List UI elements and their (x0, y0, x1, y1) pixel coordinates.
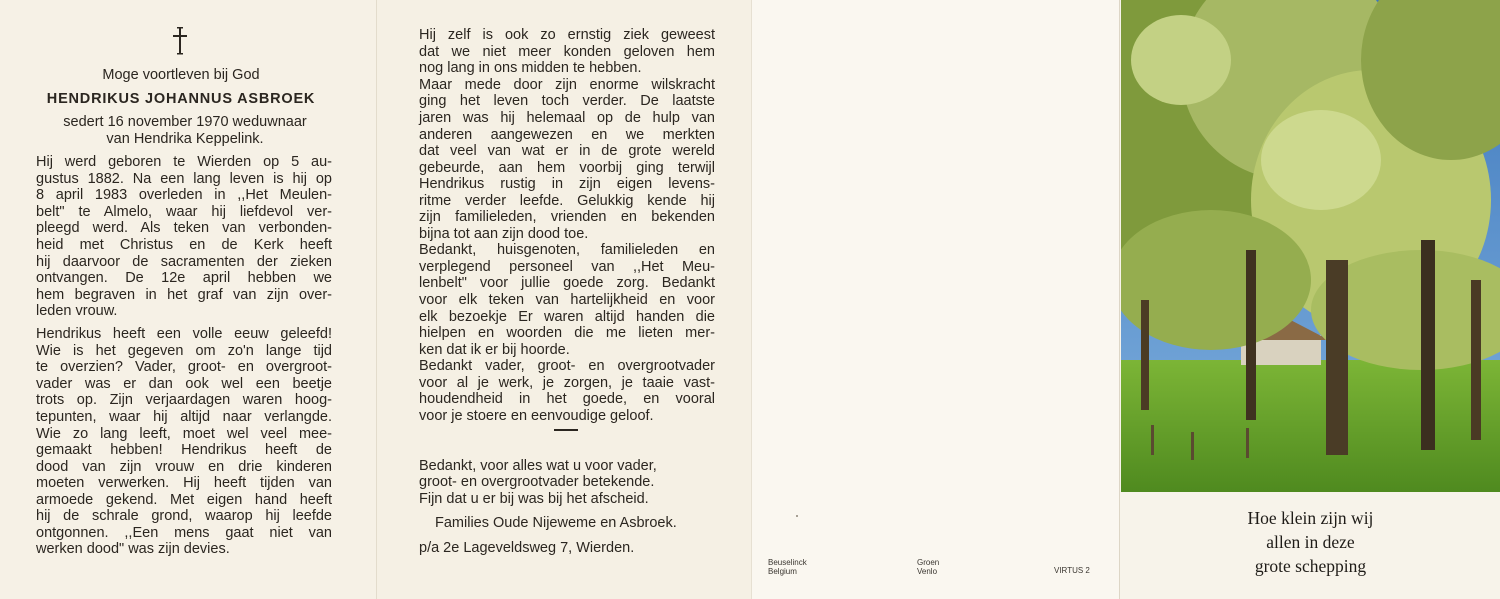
text-line: hij de schrale grond, waarop hij leefde (36, 508, 332, 524)
text-line: vader was er dan ook wel een beetje (36, 376, 332, 392)
caption-line-3: grote schepping (1254, 556, 1367, 576)
card-code: VIRTUS 2 (1054, 566, 1090, 575)
text-line: pleegd werd. Als teken van verbonden- (36, 220, 332, 236)
text-line: voor elk teken van hartelijkheid en voor (419, 292, 715, 308)
text-line: hij daarvoor de sacramenten der zieken (36, 254, 332, 270)
text-line: bijna tot aan zijn dood toe. (419, 226, 589, 242)
city-label (917, 558, 939, 576)
text-line: trots op. Zijn verjaardagen waren hoog- (36, 392, 332, 408)
card-panel-left (0, 0, 376, 599)
text-line: gustus 1882. Na een lang leven is hij op (36, 171, 332, 187)
text-line: voor al je werk, je zorgen, je taaie vast- (419, 375, 715, 391)
text-line: hem begraven in het graf van zijn over- (36, 287, 332, 303)
text-line: gebeurde, aan hem voorbij ging terwijl (419, 160, 715, 176)
text-line: jaren was hij helemaal op de hulp van (419, 110, 715, 126)
text-line: armoede gekend. Met eigen hand heeft (36, 492, 332, 508)
text-line: nog lang in ons midden te hebben. (419, 60, 642, 76)
cross-icon (168, 26, 192, 56)
text-line: tepunten, waar hij altijd naar verlangde. (36, 409, 332, 425)
text-line: Hij zelf is ook zo ernstig ziek geweest (419, 27, 715, 43)
text-line: Bedankt, voor alles wat u voor vader, (419, 458, 657, 474)
text-line: Wie is het gegeven om zo'n lange tijd (36, 343, 332, 359)
text-line: dat we niet meer konden geloven hem (419, 44, 715, 60)
city-line-2: Venlo (917, 567, 938, 576)
separator-dash (554, 429, 578, 431)
text-line: werken dood" was zijn devies. (36, 541, 230, 557)
text-line: ontgonnen. ,,Een mens gaat niet van (36, 525, 332, 541)
text-line: anderen aangewezen en we merkten (419, 127, 715, 143)
text-line: Hendrikus rustig in zijn eigen levens- (419, 176, 715, 192)
widower-line-2: van Hendrika Keppelink. (106, 131, 264, 147)
text-line: belt" te Almelo, waar hij liefdevol ver- (36, 204, 332, 220)
deceased-name: HENDRIKUS JOHANNUS ASBROEK (46, 91, 316, 107)
caption-line-2: allen in deze (1266, 532, 1355, 552)
text-line: verplegend personeel van ,,Het Meu- (419, 259, 715, 275)
text-line: Hij werd geboren te Wierden op 5 au- (36, 154, 332, 170)
widower-line-1: sedert 16 november 1970 weduwnaar (63, 114, 307, 130)
card-panel-middle (376, 0, 751, 599)
text-line: zijn familieleden, vrienden en bekenden (419, 209, 715, 225)
text-line: Fijn dat u er bij was bij het afscheid. (419, 491, 649, 507)
text-line: dat veel van wat er in de grote wereld (419, 143, 715, 159)
text-line: Wie zo lang leeft, moet wel veel mee- (36, 426, 332, 442)
text-line: ken dat ik er bij hoorde. (419, 342, 570, 358)
text-line: Maar mede door zijn enorme wilskracht (419, 77, 715, 93)
text-line: groot- en overgrootvader betekende. (419, 474, 655, 490)
text-line: Hendrikus heeft een volle eeuw geleefd! (36, 326, 332, 342)
printer-name (768, 558, 807, 576)
city-line-1: Groen (917, 558, 940, 567)
text-line: dood van zijn vrouw en drie kinderen (36, 459, 332, 475)
text-line: gemaakt hebben! Hendrikus heeft de (36, 442, 332, 458)
family-address: p/a 2e Lageveldsweg 7, Wierden. (419, 540, 635, 556)
text-line: lenbelt" voor jullie goede zorg. Bedankt (419, 275, 715, 291)
text-line: Bedankt vader, groot- en overgrootvader (419, 358, 715, 374)
card-panel-back (751, 0, 1119, 599)
text-line: te overzien? Vader, groot- en overgroot- (36, 359, 332, 375)
text-line: ontvangen. De 12e april hebben we (36, 270, 332, 286)
text-line: leden vrouw. (36, 303, 118, 319)
paper-speck (796, 515, 798, 517)
text-line: ging het leven toch verder. De laatste (419, 93, 715, 109)
printer-line-2: Belgium (768, 567, 797, 576)
text-line: moeten verwerken. Hij heeft tijden van (36, 475, 332, 491)
landscape-photo (1121, 0, 1500, 492)
text-line: houdendheid in het goede, en vooral (419, 391, 715, 407)
family-signature: Families Oude Nijeweme en Asbroek. (435, 515, 677, 531)
text-line: heid met Christus en de Kerk heeft (36, 237, 332, 253)
text-line: voor je stoere en eenvoudige geloof. (419, 408, 654, 424)
caption-line-1: Hoe klein zijn wij (1247, 508, 1374, 528)
intro-text: Moge voortleven bij God (102, 67, 260, 83)
card-panel-photo (1119, 0, 1500, 599)
text-line: elk bezoekje Er waren altijd handen die (419, 309, 715, 325)
text-line: 8 april 1983 overleden in ,,Het Meulen- (36, 187, 332, 203)
text-line: hielpen en woorden die me lieten mer- (419, 325, 715, 341)
text-line: Bedankt, huisgenoten, familieleden en (419, 242, 715, 258)
text-line: ritme verder leefde. Gelukkig kende hij (419, 193, 715, 209)
printer-line-1: Beuselinck (768, 558, 807, 567)
